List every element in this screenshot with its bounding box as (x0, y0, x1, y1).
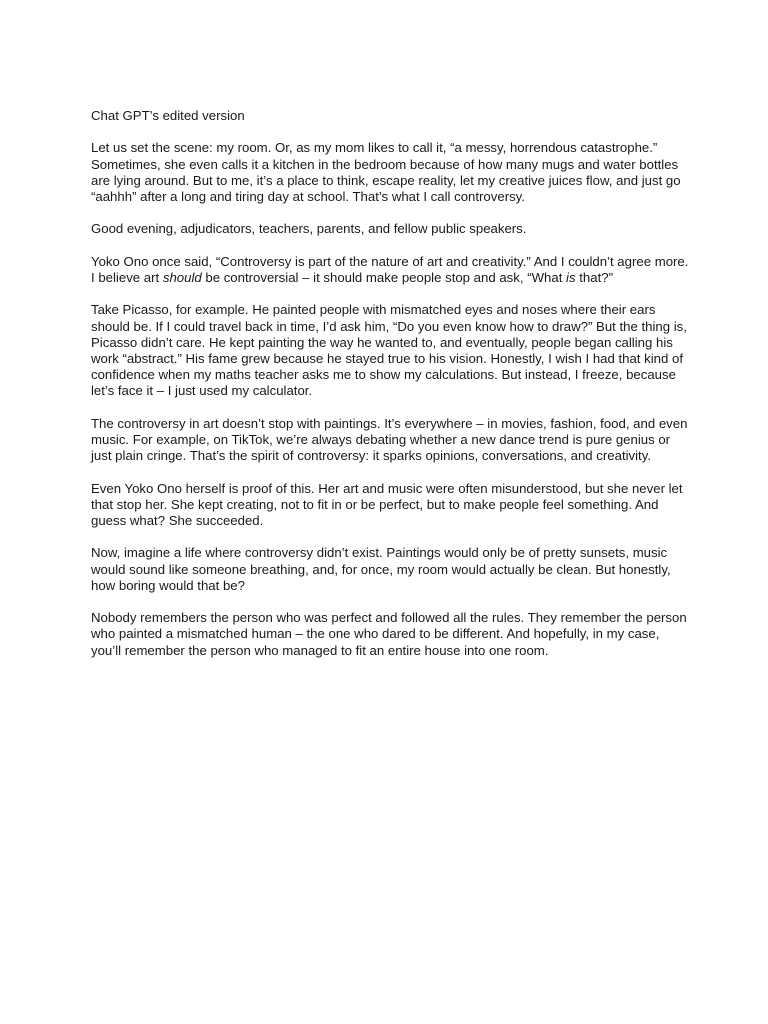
paragraph-text-part: Yoko Ono once said, “Controversy is part of the nature of art and creativity.” And I couldn’t agree more. I believe art (91, 253, 689, 285)
paragraph-scene: Let us set the scene: my room. Or, as my mom likes to call it, “a messy, horrendous catastrophe.” Sometimes, she even calls it a kitchen in the bedroom because of how many mugs and water bottles are lying around. But to me, it’s a place to think, escape reality, let my creative juices flow, and just go “aahhh” after a long and tiring day at school. That’s what I call controversy. (91, 140, 681, 204)
paragraph-greeting: Good evening, adjudicators, teachers, parents, and fellow public speakers. (91, 221, 527, 237)
emphasis-should: should (162, 269, 202, 285)
paragraph-yoko-proof: Even Yoko Ono herself is proof of this. Her art and music were often misunderstood, but she never let that stop her. She kept creating, not to fit in or be perfect, but to make people feel something. And guess what? She succeeded. (91, 480, 683, 528)
paragraph-imagine: Now, imagine a life where controversy didn’t exist. Paintings would only be of pretty sunsets, music would sound like someone breathing, and, for once, my room would actually be clean. But honestly, how boring would that be? (91, 545, 671, 593)
paragraph-text-part: be controversial – it should make people stop and ask, “What (201, 269, 567, 285)
paragraph-text-part: that?” (575, 269, 613, 285)
emphasis-is: is (566, 269, 576, 285)
document-body (91, 108, 691, 675)
paragraph-picasso: Take Picasso, for example. He painted people with mismatched eyes and noses where their ears should be. If I could travel back in time, I’d ask him, “Do you even know how to draw?” But the thing is, Picasso didn’t care. He kept painting the way he wanted to, and eventually, people began calling his work “abstract.” His fame grew because he stayed true to his vision. Honestly, I wish I had that kind of confidence when my maths teacher asks me to show my calculations. But instead, I freeze, because let’s face it – I just used my calculator. (91, 302, 687, 399)
document-title: Chat GPT’s edited version (91, 108, 245, 123)
paragraph-controversy-everywhere: The controversy in art doesn’t stop with paintings. It’s everywhere – in movies, fashion, food, and even music. For example, on TikTok, we’re always debating whether a new dance trend is pure genius or just plain cringe. That’s the spirit of controversy: it sparks opinions, conversations, and creativity. (91, 415, 688, 464)
paragraph-conclusion: Nobody remembers the person who was perfect and followed all the rules. They remember the person who painted a mismatched human – the one who dared to be different. And hopefully, in my case, you’ll remember the person who managed to fit an entire house into one room. (91, 610, 687, 658)
paragraph-yoko-quote (91, 254, 691, 286)
